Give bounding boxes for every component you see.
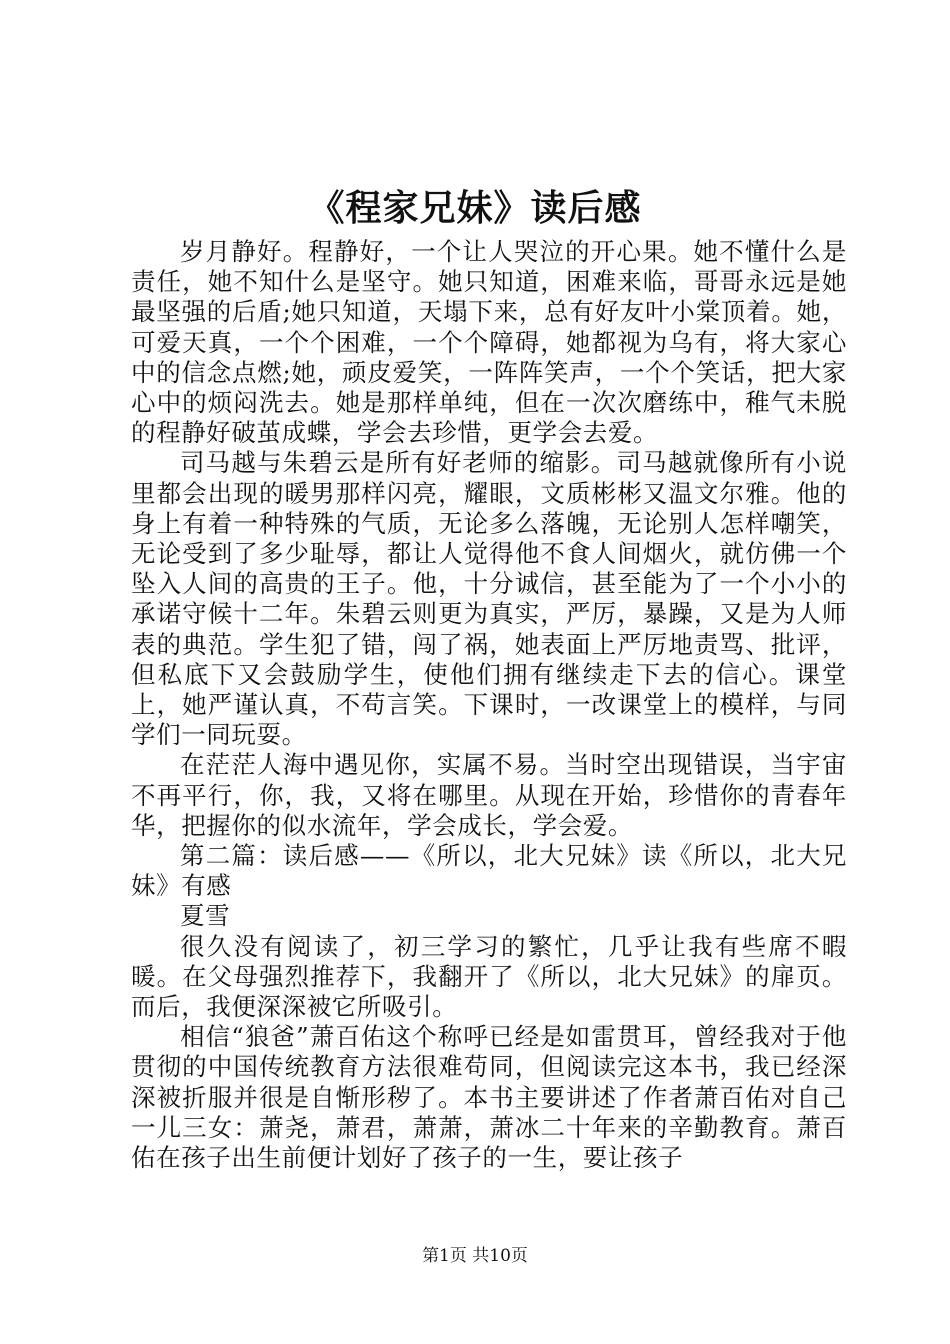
paragraph-5: 相信“狼爸”萧百佑这个称呼已经是如雷贯耳，曾经我对于他贯彻的中国传统教育方法很难苟同，但阅读完这本书，我已经深深被折服并很是自惭形秽了。本书主要讲述了作者萧百佑对自己一儿三女：萧尧，萧君，萧萧，萧冰二十年来的辛勤教育。萧百佑在孩子出生前便计划好了孩子的一生，要让孩子 [131, 1022, 847, 1173]
paragraph-2: 司马越与朱碧云是所有好老师的缩影。司马越就像所有小说里都会出现的暖男那样闪亮，耀眼，文质彬彬又温文尔雅。他的身上有着一种特殊的气质，无论多么落魄，无论别人怎样嘲笑，无论受到了多少耻辱，都让人觉得他不食人间烟火，就仿佛一个坠入人间的高贵的王子。他，十分诚信，甚至能为了一个小小的承诺守候十二年。朱碧云则更为真实，严厉，暴躁，又是为人师表的典范。学生犯了错，闯了祸，她表面上严厉地责骂、批评，但私底下又会鼓励学生，使他们拥有继续走下去的信心。课堂上，她严谨认真，不苟言笑。下课时，一改课堂上的模样，与同学们一同玩耍。 [131, 448, 847, 750]
paragraph-4: 很久没有阅读了，初三学习的繁忙，几乎让我有些席不暇暖。在父母强烈推荐下，我翻开了《所以，北大兄妹》的扉页。而后，我便深深被它所吸引。 [131, 931, 847, 1022]
document-title: 《程家兄妹》读后感 [308, 187, 642, 229]
page-footer: 第1页 共10页 [422, 1246, 528, 1266]
document-body [131, 237, 847, 1173]
paragraph-1: 岁月静好。程静好，一个让人哭泣的开心果。她不懂什么是责任，她不知什么是坚守。她只知道，困难来临，哥哥永远是她最坚强的后盾;她只知道，天塌下来，总有好友叶小棠顶着。她，可爱天真，一个个困难，一个个障碍，她都视为乌有，将大家心中的信念点燃;她，顽皮爱笑，一阵阵笑声，一个个笑话，把大家心中的烦闷洗去。她是那样单纯，但在一次次磨练中，稚气未脱的程静好破茧成蝶，学会去珍惜，更学会去爱。 [131, 237, 847, 448]
section-heading: 第二篇：读后感——《所以，北大兄妹》读《所以，北大兄妹》有感 [131, 841, 847, 901]
author-name: 夏雪 [180, 901, 231, 931]
paragraph-3: 在茫茫人海中遇见你，实属不易。当时空出现错误，当宇宙不再平行，你，我，又将在哪里。从现在开始，珍惜你的青春年华，把握你的似水流年，学会成长，学会爱。 [131, 750, 847, 840]
